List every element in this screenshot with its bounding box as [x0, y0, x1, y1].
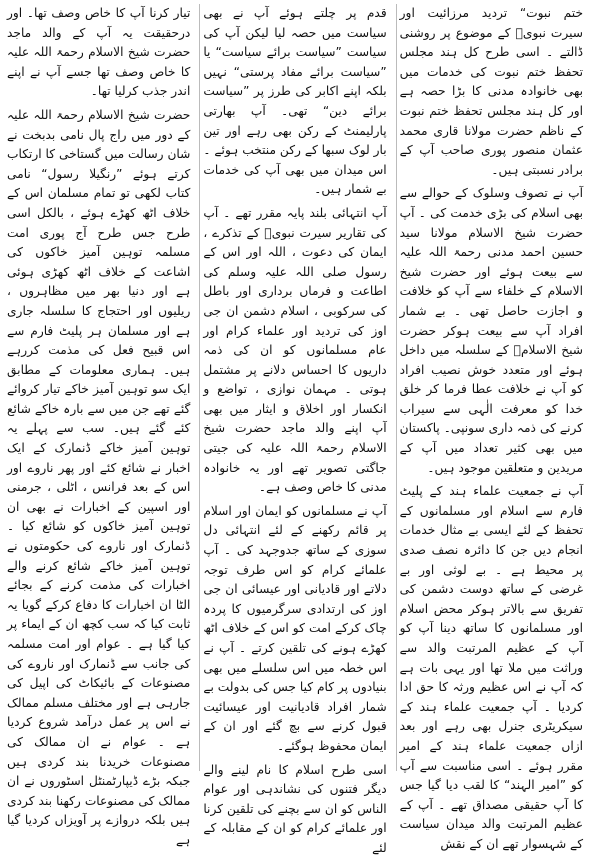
column-right: [396, 4, 586, 851]
column-middle: [199, 4, 389, 855]
paragraph: ختم نبوت“ تردید مرزائیت اور سیرت نبویؐ کے موضوع پر روشنی ڈالتے ۔ اسی طرح کل ہند مجلس تحفظ ختم نبوت کی خدمات میں بھی خانوادہ مدنی کا بڑا حصہ ہے اور کل ہند مجلس تحفظ ختم نبوت کے ناظم حضرت مولانا قاری محمد عثمان منصور پوری صاحب آپ کے برادر نسبتی ہیں۔: [399, 6, 583, 177]
paragraph: آپ نے تصوف وسلوک کے حوالے سے بھی اسلام کی بڑی خدمت کی ۔ آپ حضرت شیخ الاسلام مولانا سید حسین احمد مدنی رحمۃ اللہ علیہ سے بیعت ہوئے اور حضرت شیخ الاسلام کے خلفاء سے آپ کو خلافت و اجازت حاصل تھی ۔ بے شمار افراد آپ سے بیعت ہوکر حضرت شیخ الاسلامؒ کے سلسلہ میں داخل ہوئے اور متعدد خوش نصیب افراد کو آپ نے خلافت عطا فرما کر خلق خدا کو معرفت الٰہی سے سیراب کرنے کی ذمہ داری سونپی۔ پاکستان میں بھی کثیر تعداد میں آپ کے مریدین و متعلقین موجود ہیں۔: [399, 186, 583, 475]
paragraph: حضرت شیخ الاسلام رحمۃ اللہ علیہ کے دور میں راج پال نامی بدبخت نے شان رسالت میں گستاخی کا ارتکاب کرتے ہوئے ”رنگیلا رسول“ نامی کتاب لکھی تو تمام مسلمان اس کے خلاف اٹھ کھڑے ہوئے ، بالکل اسی طرح جس طرح آج پوری امت مسلمہ توہین آمیز خاکوں کی اشاعت کے خلاف اٹھ کھڑی ہوئی ہے اور دنیا بھر میں مظاہروں ، ریلیوں اور احتجاج کا سلسلہ جاری ہے اور مسلمان ہر پلیٹ فارم سے اس قبیح فعل کی مذمت کررہے ہیں۔ ہماری معلومات کے مطابق ایک سو توہین آمیز خاکے تیار کروائے گئے تھے جن میں سے بارہ خاکے شائع کئے گئے ہیں۔ سب سے پہلے یہ توہین آمیز خاکے ڈنمارک کے ایک اخبار نے شائع کئے اور پھر ناروے اور اس کے بعد فرانس ، اٹلی ، جرمنی اور اسپین کے اخبارات نے بھی ان توہین آمیز خاکوں کو شائع کیا ۔ ڈنمارک اور ناروے کی حکومتوں نے توہین آمیز خاکے شائع کرنے والے اخبارات کی مذمت کرنے کے بجائے الٹا ان اخبارات کا دفاع کرکے گویا یہ ثابت کیا کہ سب کچھ ان کے ایماء پر کیا گیا ہے ۔ عوام اور امت مسلمہ کی جانب سے ڈنمارک اور ناروے کی مصنوعات کے بائیکاٹ کی اپیل کی جارہی ہے اور مختلف مسلم ممالک نے اس پر عمل درآمد شروع کردیا ہے ۔ عوام نے ان ممالک کی مصنوعات خریدنا بند کردی ہیں جبکہ بڑے ڈیپارٹمنٹل اسٹوروں نے ان ممالک کی مصنوعات رکھنا بند کردی ہیں بلکہ دروازے پر آویزاں کردیا گیا ہے: [7, 107, 191, 847]
paragraph: اسی طرح اسلام کا نام لینے والے دیگر فتنوں کی نشاندہی اور عوام الناس کو ان سے بچنے کی تلقین کرنا اور علمائے کرام کو ان کے مقابلہ کے لئے: [203, 762, 387, 855]
paragraph: تیار کرنا آپ کا خاص وصف تھا۔ اور درحقیقت یہ آپ کے والد ماجد حضرت شیخ الاسلام رحمۃ اللہ علیہ کا خاص وصف تھا جسے آپ نے اپنے اندر جذب کرلیا تھا۔: [7, 6, 191, 99]
paragraph: آپ انتہائی بلند پایہ مقرر تھے ۔ آپ کی تقاریر سیرت نبویؐ کے تذکرے ، ایمان کی دعوت ، اللہ اور اس کے رسول صلی اللہ علیہ وسلم کی اطاعت و فرماں برداری اور باطل کی سرکوبی ، اسلام دشمن ان جی اوز کی تردید اور علماء کرام اور عام مسلمانوں کو ان کی ذمہ داریوں کا احساس دلانے پر مشتمل ہوتی ۔ مہمان نوازی ، تواضع و انکسار اور اخلاق و ایثار میں بھی آپ اپنے والد ماجد حضرت شیخ الاسلام رحمۃ اللہ علیہ کی جیتی جاگتی تصویر تھے اور یہ خانوادہ مدنی کا خاص وصف ہے۔: [203, 205, 387, 495]
paragraph: قدم پر چلتے ہوئے آپ نے بھی سیاست میں حصہ لیا لیکن آپ کی سیاست ”سیاست برائے سیاست“ یا ”سیاست برائے مفاد پرستی“ نہیں بلکہ اپنے اکابر کی طرز پر ”سیاست برائے دین“ تھی۔ آپ بھارتی پارلیمنٹ کے رکن بھی رہے اور تین بار لوک سبھا کے رکن منتخب ہوئے ۔ اس میدان میں بھی آپ کی خدمات بے شمار ہیں۔: [203, 6, 387, 197]
paragraph: آپ نے جمعیت علماء ہند کے پلیٹ فارم سے اسلام اور مسلمانوں کے تحفظ کے لئے ایسی بے مثال خدمات انجام دیں جن کا دائرہ نصف صدی پر محیط ہے ۔ بے لوثی اور بے غرضی کے ساتھ دوست دشمن کی تفریق سے بالاتر ہوکر محض اسلام اور مسلمانوں کا ساتھ دینا آپ کو آپ کے عظیم المرتبت والد سے وراثت میں ملا تھا اور یہی بات ہے کہ آپ نے اس عظیم ورثہ کا حق ادا کردیا ۔ آپ جمعیت علماء ہند کے سیکریٹری جنرل بھی رہے اور بعد ازاں جمعیت علماء ہند کے امیر مقرر ہوئے ۔ اسی مناسبت سے آپ کو ”امیر الہند“ کا لقب دیا گیا جس کا آپ حقیقی مصداق تھے ۔ آپ کے عظیم المرتبت والد میدان سیاست کے شہسوار تھے ان کے نقش: [399, 484, 583, 851]
column-left: [4, 4, 193, 847]
newspaper-page: [4, 4, 586, 855]
paragraph: آپ نے مسلمانوں کو ایمان اور اسلام پر قائم رکھنے کے لئے انتہائی دل سوزی کے ساتھ جدوجہد کی ۔ آپ علمائے کرام کو اس طرف توجہ دلاتے اور قادیانی اور عیسائی ان جی اوز کی ارتدادی سرگرمیوں کا پردہ چاک کرکے امت کو اس کے خلاف اٹھ کھڑے ہونے کی تلقین کرتے ۔ آپ نے اس خطہ میں اس سلسلے میں بھی بنیادوں پر کام کیا جس کی بدولت بے شمار افراد قادیانیت اور عیسائیت قبول کرنے سے بچ گئے اور ان کے ایمان محفوظ ہوگئے۔: [203, 503, 387, 753]
